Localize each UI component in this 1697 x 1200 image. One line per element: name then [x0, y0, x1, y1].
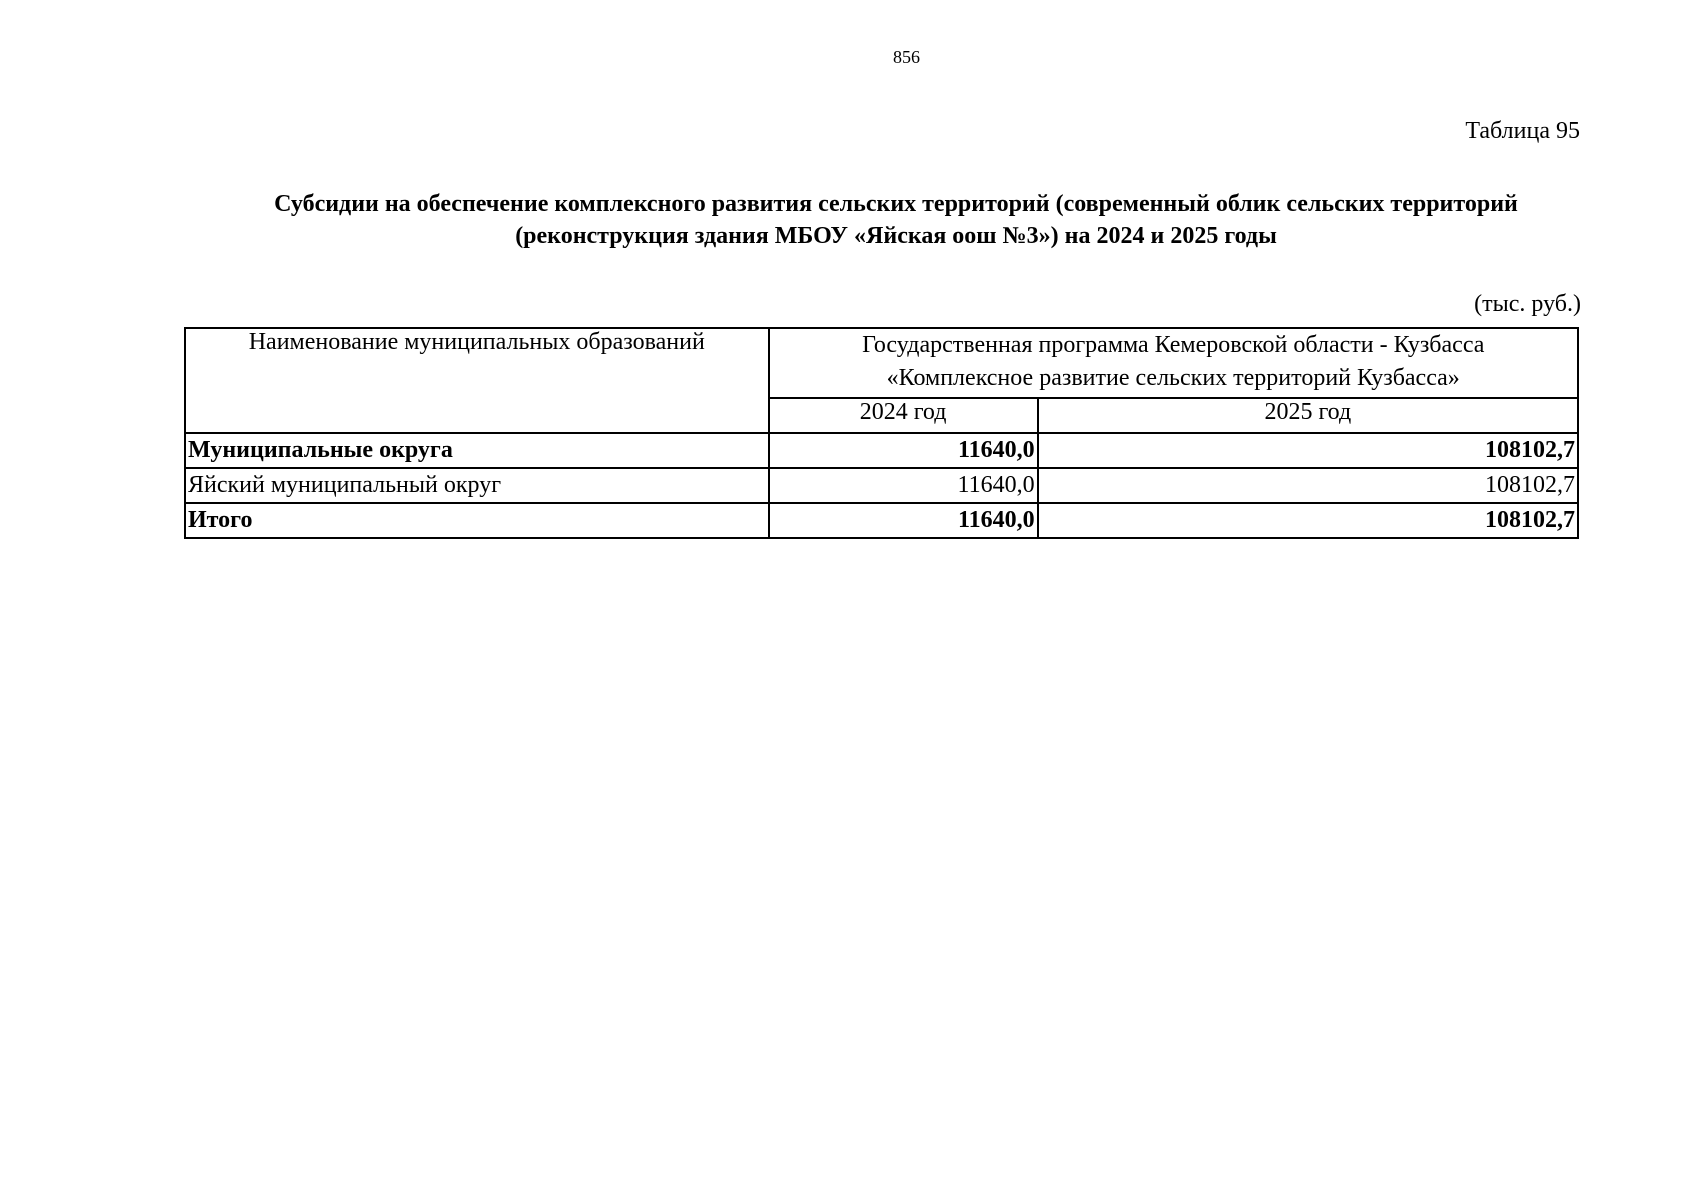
program-header-line-1: Государственная программа Кемеровской области - Кузбасса [862, 332, 1485, 358]
row-name: Итого [185, 503, 769, 538]
units-label: (тыс. руб.) [1474, 291, 1581, 317]
program-header-line-2: «Комплексное развитие сельских территорий Кузбасса» [886, 365, 1460, 391]
table-row [185, 433, 1578, 468]
subsidy-table [184, 327, 1579, 539]
column-header-2024: 2024 год [769, 398, 1038, 433]
table-body [185, 433, 1578, 538]
table-row [185, 468, 1578, 503]
column-header-2025: 2025 год [1038, 398, 1578, 433]
row-name: Яйский муниципальный округ [185, 468, 769, 503]
row-value-2025: 108102,7 [1038, 468, 1578, 503]
document-title-line-2: (реконструкция здания МБОУ «Яйская оош №3») на 2024 и 2025 годы [515, 223, 1277, 249]
table-row-total [185, 503, 1578, 538]
page-number: 856 [893, 47, 920, 67]
document-title-line-1: Субсидии на обеспечение комплексного развития сельских территорий (современный облик сельских территорий [274, 191, 1518, 217]
column-header-program [769, 328, 1579, 398]
table-label: Таблица 95 [1465, 118, 1580, 144]
row-value-2024: 11640,0 [769, 503, 1038, 538]
row-value-2024: 11640,0 [769, 433, 1038, 468]
document-title [186, 188, 1606, 252]
row-value-2024: 11640,0 [769, 468, 1038, 503]
row-value-2025: 108102,7 [1038, 433, 1578, 468]
column-header-name: Наименование муниципальных образований [185, 328, 769, 433]
row-name: Муниципальные округа [185, 433, 769, 468]
row-value-2025: 108102,7 [1038, 503, 1578, 538]
table-header [185, 328, 1578, 433]
